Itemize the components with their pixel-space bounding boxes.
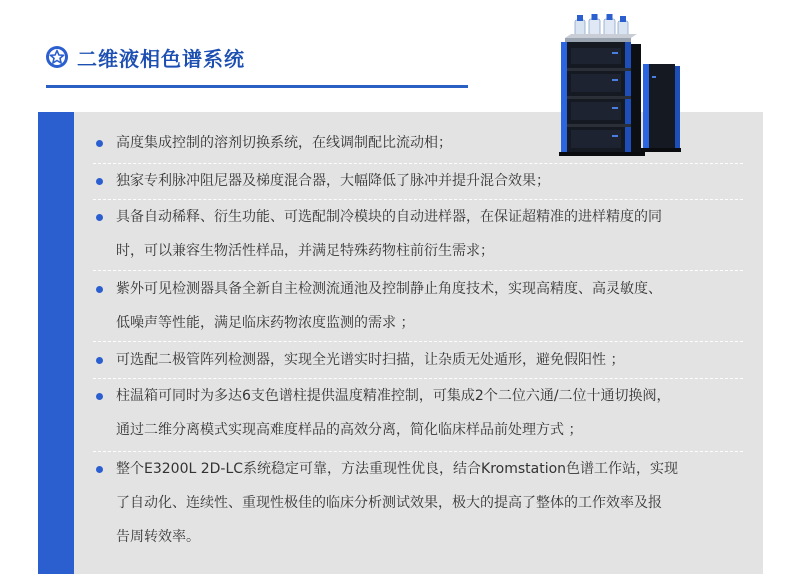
bullet-icon <box>96 140 103 147</box>
instrument-image <box>557 12 687 160</box>
bullet-icon <box>96 357 103 364</box>
feature-item <box>93 164 743 198</box>
main-module-stack <box>561 42 641 154</box>
feature-text: 紫外可见检测器具备全新自主检测流通池及控制静止角度技术，实现高精度、高灵敏度、 低噪声等性能，满足临床药物浓度监测的需求 ； <box>116 281 662 331</box>
feature-item <box>93 272 743 340</box>
feature-text: 柱温箱可同时为多达6支色谱柱提供温度精准控制，可集成2个二位六通/二位十通切换阀， 通过二维分离模式实现高难度样品的高效分离，简化临床样品前处理方式 ； <box>116 388 671 438</box>
feature-text: 可选配二极管阵列检测器，实现全光谱实时扫描，让杂质无处遁形，避免假阳性 ； <box>116 352 625 368</box>
column-oven <box>643 64 680 150</box>
feature-item <box>93 452 743 554</box>
page-title: 二维液相色谱系统 <box>77 46 245 71</box>
feature-item <box>93 200 743 268</box>
divider <box>93 270 743 271</box>
feature-text: 整个E3200L 2D-LC系统稳定可靠，方法重现性优良，结合Kromstation色谱工作站，实现 了自动化、连续性、重现性极佳的临床分析测试效果，极大的提高了整体的工作效率及报 告周转效率。 <box>116 461 679 545</box>
section-header <box>46 40 245 74</box>
feature-text: 独家专利脉冲阻尼器及梯度混合器，大幅降低了脉冲并提升混合效果； <box>116 173 550 189</box>
accent-bar <box>38 112 74 574</box>
feature-item <box>93 379 743 447</box>
feature-text: 具备自动稀释、衍生功能、可选配制冷模块的自动进样器，在保证超精准的进样精度的同 时，可以兼容生物活性样品，并满足特殊药物柱前衍生需求； <box>116 209 662 259</box>
bullet-icon <box>96 178 103 185</box>
divider <box>93 341 743 342</box>
bullet-icon <box>96 393 103 400</box>
feature-item <box>93 343 743 377</box>
bullet-icon <box>96 214 103 221</box>
bullet-icon <box>96 286 103 293</box>
header-underline <box>46 85 468 88</box>
star-icon <box>46 46 68 68</box>
bullet-icon <box>96 466 103 473</box>
solvent-bottles <box>575 14 628 36</box>
feature-text: 高度集成控制的溶剂切换系统，在线调制配比流动相； <box>116 135 452 151</box>
